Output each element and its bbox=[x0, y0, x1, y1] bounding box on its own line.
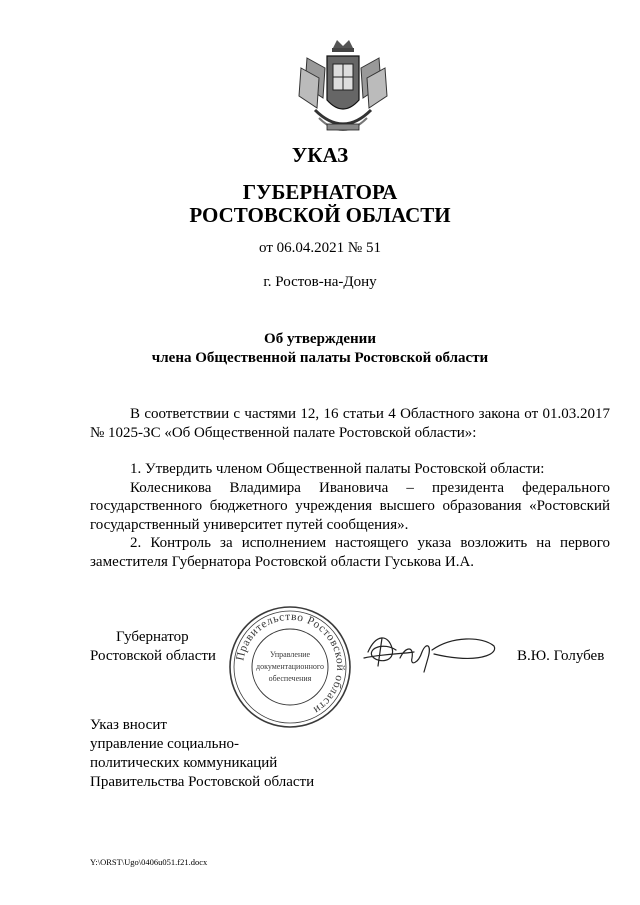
stamp-center-line1: Управление bbox=[269, 650, 311, 659]
signatory-name: В.Ю. Голубев bbox=[517, 648, 605, 664]
coat-of-arms-emblem bbox=[297, 38, 389, 142]
preamble-line2: № 1025-ЗС «Об Общественной палате Ростовской области»: bbox=[90, 424, 477, 441]
file-path: Y:\ORST\Ugo\0406u051.f21.docx bbox=[90, 857, 208, 867]
subject-line1: Об утверждении bbox=[264, 331, 376, 347]
stamp-ring-text: Правительство Ростовской области bbox=[234, 610, 347, 717]
item1-text: Колесникова Владимира Ивановича – президента федерального государственного бюджетного учреждения высшего образования «Ростовский государственный университет путей сообщения». bbox=[90, 479, 610, 533]
authority-title-line1: ГУБЕРНАТОРА bbox=[242, 180, 398, 204]
stamp-center-line3: обеспечения bbox=[268, 674, 312, 683]
authority-title-line2: РОСТОВСКОЙ ОБЛАСТИ bbox=[189, 203, 451, 227]
handwritten-signature bbox=[362, 628, 498, 674]
submitted-by-note bbox=[90, 716, 314, 792]
document-city: г. Ростов-на-Дону bbox=[263, 274, 377, 290]
official-stamp bbox=[228, 605, 352, 729]
footer-line1: Указ вносит bbox=[90, 717, 167, 733]
document-body bbox=[90, 405, 610, 442]
subject-line2: члена Общественной палаты Ростовской области bbox=[151, 350, 489, 366]
item2-text: 2. Контроль за исполнением настоящего указа возложить на первого заместителя Губернатора Ростовской области Гуськова И.А. bbox=[90, 535, 610, 570]
order-items bbox=[90, 460, 610, 571]
item1-heading: 1. Утвердить членом Общественной палаты Ростовской области: bbox=[130, 461, 545, 477]
document-date-number: от 06.04.2021 № 51 bbox=[259, 240, 381, 256]
signatory-position-line2: Ростовской области bbox=[90, 648, 216, 664]
footer-line2: управление социально- bbox=[90, 736, 240, 752]
footer-line3: политических коммуникаций bbox=[90, 755, 278, 771]
signatory-position-line1: Губернатор bbox=[116, 629, 189, 645]
document-type: УКАЗ bbox=[291, 143, 349, 167]
stamp-center-line2: документационного bbox=[256, 662, 324, 671]
preamble-line1: В соответствии с частями 12, 16 статьи 4 Областного закона от 01.03.2017 bbox=[130, 406, 610, 422]
footer-line4: Правительства Ростовской области bbox=[90, 774, 315, 790]
